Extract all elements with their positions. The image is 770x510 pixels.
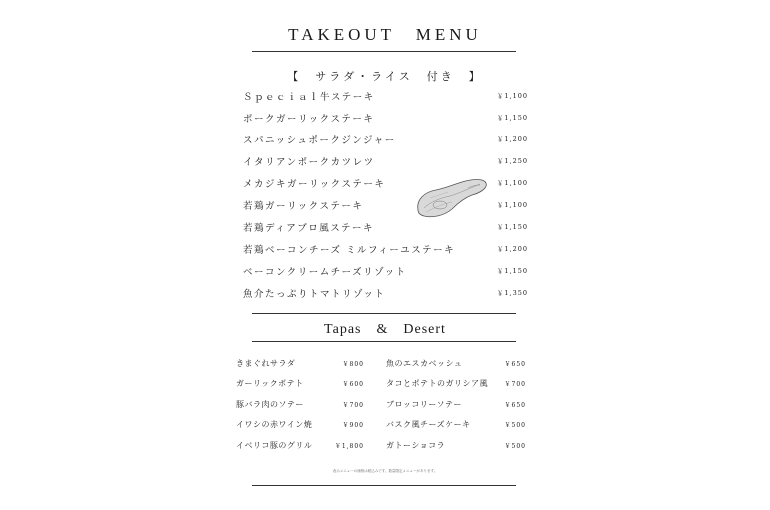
menu-item bbox=[243, 89, 528, 105]
tapas-item-price: ￥700 bbox=[342, 402, 364, 409]
tapas-item-price: ￥500 bbox=[504, 422, 526, 429]
divider bbox=[252, 313, 516, 314]
tapas-item-price: ￥900 bbox=[342, 422, 364, 429]
menu-item-name: 若鶏ガーリックステーキ bbox=[243, 201, 364, 212]
tapas-item bbox=[236, 419, 364, 433]
tapas-item-price: ￥500 bbox=[504, 443, 526, 450]
tapas-item-price: ￥650 bbox=[504, 402, 526, 409]
tapas-item bbox=[386, 419, 526, 433]
menu-item-name: 若鶏ベーコンチーズ ミルフィーユステーキ bbox=[243, 245, 456, 256]
menu-item-name: Ｓｐｅｃｉａｌ牛ステーキ bbox=[243, 92, 375, 103]
tapas-item-name: ブロッコリーソテー bbox=[386, 400, 463, 409]
menu-item-name: イタリアンポークカツレツ bbox=[243, 157, 375, 168]
divider bbox=[252, 341, 516, 342]
menu-item-name: 若鶏ディアブロ風ステーキ bbox=[243, 223, 375, 234]
menu-item bbox=[243, 132, 528, 148]
tapas-item bbox=[236, 358, 364, 372]
tapas-item-name: ガトーショコラ bbox=[386, 441, 446, 450]
tapas-item-price: ￥700 bbox=[504, 381, 526, 388]
menu-item-price: ￥1,250 bbox=[496, 157, 528, 165]
menu-item-price: ￥1,100 bbox=[496, 201, 528, 209]
tapas-item-price: ￥600 bbox=[342, 381, 364, 388]
menu-item-price: ￥1,100 bbox=[496, 179, 528, 187]
tapas-item-price: ￥650 bbox=[504, 361, 526, 368]
menu-item-name: ベーコンクリームチーズリゾット bbox=[243, 267, 407, 278]
menu-item-price: ￥1,150 bbox=[496, 267, 528, 275]
tapas-item bbox=[386, 358, 526, 372]
tapas-item-price: ￥800 bbox=[342, 361, 364, 368]
menu-item-price: ￥1,200 bbox=[496, 135, 528, 143]
menu-item-name: スパニッシュポークジンジャー bbox=[243, 135, 396, 146]
tapas-item-name: タコとポテトのガリシア風 bbox=[386, 379, 488, 388]
footnote: 表示メニューの価格は税込みです。数量限定メニューがあります。 bbox=[332, 469, 438, 473]
meat-sketch-icon bbox=[410, 176, 490, 220]
tapas-item bbox=[236, 440, 364, 454]
tapas-item-name: ガーリックポテト bbox=[236, 379, 304, 388]
tapas-item bbox=[386, 440, 526, 454]
menu-item-price: ￥1,200 bbox=[496, 245, 528, 253]
menu-item-price: ￥1,150 bbox=[496, 114, 528, 122]
tapas-item bbox=[236, 399, 364, 413]
menu-item-price: ￥1,100 bbox=[496, 92, 528, 100]
tapas-item-name: バスク風チーズケーキ bbox=[386, 420, 471, 429]
tapas-item-name: きまぐれサラダ bbox=[236, 359, 296, 368]
tapas-item-name: イワシの赤ワイン焼 bbox=[236, 420, 313, 429]
menu-item-name: 魚介たっぷりトマトリゾット bbox=[243, 289, 386, 300]
menu-item bbox=[243, 154, 528, 170]
tapas-item bbox=[386, 378, 526, 392]
menu-item bbox=[243, 220, 528, 236]
tapas-item-name: 魚のエスカベッシュ bbox=[386, 359, 463, 368]
menu-item bbox=[243, 242, 528, 258]
menu-item bbox=[243, 111, 528, 127]
tapas-item bbox=[386, 399, 526, 413]
divider bbox=[252, 51, 516, 52]
main-section-heading: 【 サラダ・ライス 付き 】 bbox=[287, 70, 483, 83]
tapas-item bbox=[236, 378, 364, 392]
tapas-item-price: ￥1,800 bbox=[334, 443, 364, 450]
menu-item-price: ￥1,350 bbox=[496, 289, 528, 297]
menu-title: TAKEOUT MENU bbox=[288, 25, 482, 44]
menu-item-name: ポークガーリックステーキ bbox=[243, 114, 375, 125]
tapas-item-name: 豚バラ肉のソテー bbox=[236, 400, 304, 409]
menu-item-name: メカジキガーリックステーキ bbox=[243, 179, 386, 190]
tapas-section-title: Tapas & Desert bbox=[324, 322, 446, 337]
menu-item-price: ￥1,150 bbox=[496, 223, 528, 231]
menu-item bbox=[243, 264, 528, 280]
divider bbox=[252, 485, 516, 486]
menu-item bbox=[243, 286, 528, 302]
tapas-item-name: イベリコ豚のグリル bbox=[236, 441, 313, 450]
